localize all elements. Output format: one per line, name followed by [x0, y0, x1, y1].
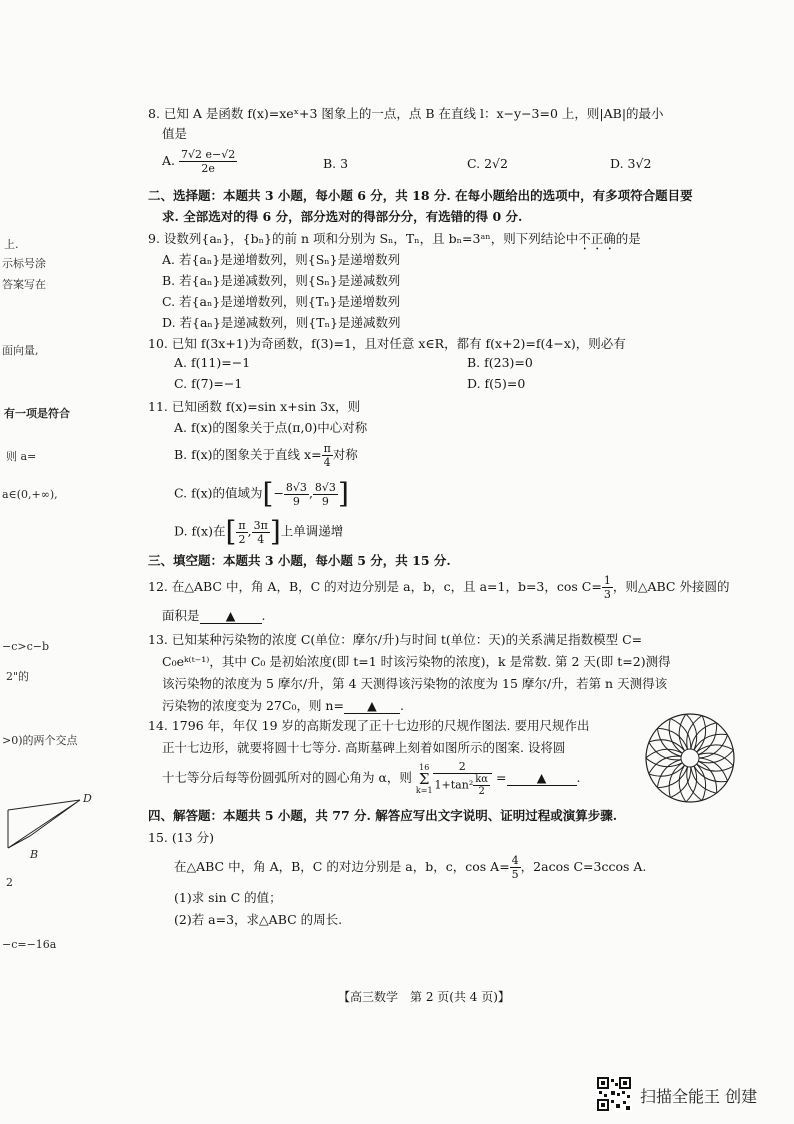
- section-2-heading: 二、选择题：本题共 3 小题，每小题 6 分，共 18 分. 在每小题给出的选项中，有多项符合题目要: [148, 188, 693, 203]
- q12-text-end: ，则△ABC 外接圆的: [612, 579, 730, 594]
- q8-option-a-label: A.: [162, 153, 176, 168]
- rosette-inner-circle: [681, 749, 699, 767]
- q14-line1: 14. 1796 年，年仅 19 岁的高斯发现了正十七边形的尺规作图法. 要用尺规作出: [148, 718, 590, 733]
- q15-heading: 15. (13 分): [148, 830, 214, 845]
- q14-num: 2: [433, 760, 493, 774]
- rosette-petal-curve: [699, 758, 728, 781]
- section-2-heading-line2: 求. 全部选对的得 6 分，部分选对的得部分分，有选错的得 0 分.: [162, 209, 523, 224]
- q8-option-c: C. 2√2: [467, 156, 508, 171]
- section-4-heading: 四、解答题：本题共 5 小题，共 77 分. 解答应写出文字说明、证明过程或演算步骤.: [148, 808, 618, 823]
- q13-line4: 污染物的浓度变为 27C₀，则 n= ▲ .: [162, 698, 404, 713]
- q8-a-numerator: 7√2 e−√2: [181, 148, 236, 161]
- rosette-petal-curve: [687, 716, 702, 750]
- margin-fragment-1: 上.: [4, 238, 19, 251]
- q14-sum-lower: k=1: [415, 785, 433, 795]
- q9-option-d: D. 若{aₙ}是递减数列，则{Tₙ}是递减数列: [162, 315, 401, 330]
- q14-sum-upper: 16: [419, 762, 430, 772]
- q11-b-den: 4: [323, 456, 331, 469]
- q11-c-left-bracket: [: [262, 477, 274, 510]
- q15-text: 在△ABC 中，角 A，B，C 的对边分别是 a，b，c，cos A=: [174, 859, 510, 874]
- page-footer: 【高三数学 第 2 页(共 4 页)】: [338, 990, 510, 1004]
- q12-stem: [148, 574, 729, 601]
- q11-b-num: π: [323, 442, 331, 455]
- q15-text-end: ，2acos C=3ccos A.: [520, 859, 647, 874]
- section-3-heading: 三、填空题：本题共 3 小题，每小题 5 分，共 15 分.: [148, 553, 451, 568]
- q11-stem: 11. 已知函数 f(x)=sin x+sin 3x，则: [148, 399, 361, 414]
- rosette-petal-curve: [699, 735, 728, 758]
- q11-d-num-2: 3π: [253, 518, 268, 532]
- q11-c-fraction-2: [313, 481, 338, 508]
- q14-inner-den: 2: [478, 786, 485, 797]
- q11-c-den-2: 9: [321, 494, 329, 508]
- q15-part-2: (2)若 a=3，求△ABC 的周长.: [174, 912, 343, 927]
- q14-den-text: 1+tan²: [434, 778, 474, 792]
- q9-option-c: C. 若{aₙ}是递增数列，则{Tₙ}是递增数列: [162, 294, 400, 309]
- margin-fragment-7: a∈(0,+∞),: [2, 488, 58, 501]
- q12-num: 1: [603, 574, 611, 587]
- rosette-petal-curve: [658, 767, 688, 788]
- qr-code-icon: [596, 1076, 632, 1112]
- q14-line3: 十七等分后每等份圆弧所对的圆心角为 α，则 16 Σ k=1 2 1+tan² $\frac{k\alpha}{2}$ = ▲ .: [162, 760, 581, 797]
- rosette-petal-curve: [679, 714, 686, 751]
- q11-option-a: A. f(x)的图象关于点(π,0)中心对称: [174, 420, 368, 435]
- q8-option-a: [162, 148, 237, 175]
- margin-fragment-10: >0)的两个交点: [2, 734, 78, 747]
- margin-fragment-4: 面向量,: [2, 344, 39, 357]
- margin-fragment-9: 2"的: [6, 670, 30, 683]
- q12-text: 12. 在△ABC 中，角 A，B，C 的对边分别是 a，b，c，且 a=1，b=3，cos C=: [148, 579, 602, 594]
- q10-option-a: A. f(11)=−1: [174, 355, 251, 370]
- q13-answer-marker: ▲: [367, 698, 377, 713]
- q14-line2: 正十七边形，就要将圆十七等分. 高斯墓碑上刻着如图所示的图案. 设将圆: [162, 740, 566, 755]
- q13-answer-blank: [344, 698, 400, 714]
- q14-sum-symbol: Σ: [418, 769, 430, 788]
- q11-c-text: C. f(x)的值域为: [174, 485, 263, 501]
- q13-line4-text: 污染物的浓度变为 27C₀，则 n=: [162, 698, 344, 713]
- q8-option-a-fraction: [179, 148, 237, 175]
- q15-fraction: [510, 854, 521, 881]
- q11-d-right-bracket: ]: [269, 515, 281, 548]
- q9-option-a: A. 若{aₙ}是递增数列，则{Sₙ}是递增数列: [162, 252, 401, 267]
- q12-line2-text: 面积是: [162, 608, 200, 623]
- q14-equals: =: [496, 770, 507, 785]
- margin-fragment-13: 2: [6, 876, 13, 889]
- rosette-petal-curve: [697, 745, 734, 752]
- q9-stem-emphasis: 不正确: [578, 231, 616, 246]
- q11-c-den-1: 9: [292, 494, 300, 508]
- margin-fragment-3: 答案写在: [2, 278, 46, 291]
- q14-den: [433, 774, 493, 797]
- q8-option-b: B. 3: [323, 156, 349, 171]
- rosette-petal-curve: [687, 767, 702, 801]
- q12-fraction: [602, 574, 613, 601]
- q10-option-d: D. f(5)=0: [467, 376, 526, 391]
- q11-option-c: C. f(x)的值域为[− $\frac{8√3}{9}$ , $\frac{8√3}{9}$ ]: [174, 477, 349, 510]
- q15-part-1: (1)求 sin C 的值；: [174, 890, 282, 905]
- margin-fragment-14: −c=−16a: [2, 938, 57, 951]
- q10-stem: 10. 已知 f(3x+1)为奇函数，f(3)=1，且对任意 x∈R，都有 f(x+2)=f(4−x)，则必有: [148, 336, 626, 351]
- q14-summation: [416, 763, 433, 795]
- rosette-petal-curve: [679, 765, 686, 802]
- q10-option-c: C. f(7)=−1: [174, 376, 243, 391]
- q9-stem-text: 9. 设数列{aₙ}，{bₙ}的前 n 项和分别为 Sₙ，Tₙ，且 bₙ=3ᵃⁿ，则下列结论中: [148, 231, 579, 246]
- margin-fragment-5: 有一项是符合: [4, 407, 70, 420]
- rosette-petal-curve: [698, 723, 716, 755]
- q11-option-b: [174, 442, 358, 469]
- q12-answer-marker: ▲: [225, 608, 236, 623]
- q14-fraction: [433, 760, 493, 797]
- q14-inner-fraction: [473, 774, 490, 797]
- q8-stem: 8. 已知 A 是函数 f(x)=xeˣ+3 图象上的一点，点 B 在直线 l：x−y−3=0 上，则|AB|的最小: [148, 106, 664, 121]
- q14-line3-text: 十七等分后每等份圆弧所对的圆心角为 α，则: [162, 770, 412, 785]
- rosette-petal-curve: [694, 734, 727, 750]
- q12-line2: 面积是 ▲ .: [162, 608, 266, 623]
- q12-answer-blank: [200, 608, 262, 624]
- q11-d-den-1: 2: [238, 532, 246, 546]
- q13-line1: 13. 已知某种污染物的浓度 C(单位：摩尔/升)与时间 t(单位：天)的关系满足指数模型 C=: [148, 632, 643, 647]
- scanner-watermark: 扫描全能王 创建: [640, 1087, 758, 1106]
- q14-answer-marker: ▲: [536, 770, 547, 785]
- q11-option-d: D. f(x)在[ $\frac{\pi}{2}$ , $\frac{3\pi}{4}$ ]上单调递增: [174, 515, 344, 548]
- q11-b-end: 对称: [332, 447, 358, 462]
- rosette-petal-curve: [697, 764, 734, 771]
- rosette-petal-curve: [698, 761, 716, 793]
- q11-d-fraction-2: [252, 519, 270, 546]
- rosette-petal-curve: [694, 766, 727, 782]
- q8-stem-line2: 值是: [162, 126, 188, 141]
- q15-den: 5: [511, 868, 519, 881]
- rosette-petal-curve: [658, 728, 688, 749]
- q11-c-num-1: 8√3: [285, 480, 307, 494]
- q12-den: 3: [603, 588, 611, 601]
- q11-b-fraction: [322, 442, 333, 469]
- q8-option-d: D. 3√2: [610, 156, 652, 171]
- q13-line3: 该污染物的浓度为 5 摩尔/升，第 4 天测得该污染物的浓度为 15 摩尔/升，若第 n 天测得该: [162, 676, 668, 691]
- q9-stem-end: 的是: [615, 231, 641, 246]
- q11-c-right-bracket: ]: [337, 477, 349, 510]
- rosette-outer-circle: [646, 714, 734, 802]
- q11-c-num-2: 8√3: [314, 480, 336, 494]
- margin-fragment-8: −c>c−b: [2, 640, 50, 653]
- q11-b-text: B. f(x)的图象关于直线 x=: [174, 447, 322, 462]
- margin-label-b: B: [30, 848, 39, 861]
- q14-inner-num: kα: [475, 774, 489, 785]
- q11-d-end: 上单调递增: [280, 523, 344, 539]
- q9-option-b: B. 若{aₙ}是递减数列，则{Sₙ}是递减数列: [162, 273, 401, 288]
- q15-stem: [174, 854, 646, 881]
- q11-d-den-2: 4: [257, 532, 265, 546]
- q11-d-num-1: π: [238, 518, 246, 532]
- margin-fragment-2: 示标号涂: [2, 257, 46, 270]
- q11-d-left-bracket: [: [225, 515, 237, 548]
- margin-fragment-6: 则 a=: [6, 450, 37, 463]
- q13-line2: C₀eᵏ⁽ᵗ⁻¹⁾，其中 C₀ 是初始浓度(即 t=1 时该污染物的浓度)，k 是常数. 第 2 天(即 t=2)测得: [162, 654, 671, 669]
- q8-a-denominator: 2e: [201, 162, 215, 175]
- q11-d-fraction-1: [236, 519, 247, 546]
- q14-answer-blank: [507, 770, 577, 786]
- q15-num: 4: [511, 854, 519, 867]
- q10-option-b: B. f(23)=0: [467, 355, 533, 370]
- q11-d-text: D. f(x)在: [174, 523, 226, 539]
- margin-label-d: D: [83, 792, 92, 805]
- q11-c-fraction-1: [284, 481, 309, 508]
- gauss-heptadecagon-figure: [644, 712, 736, 804]
